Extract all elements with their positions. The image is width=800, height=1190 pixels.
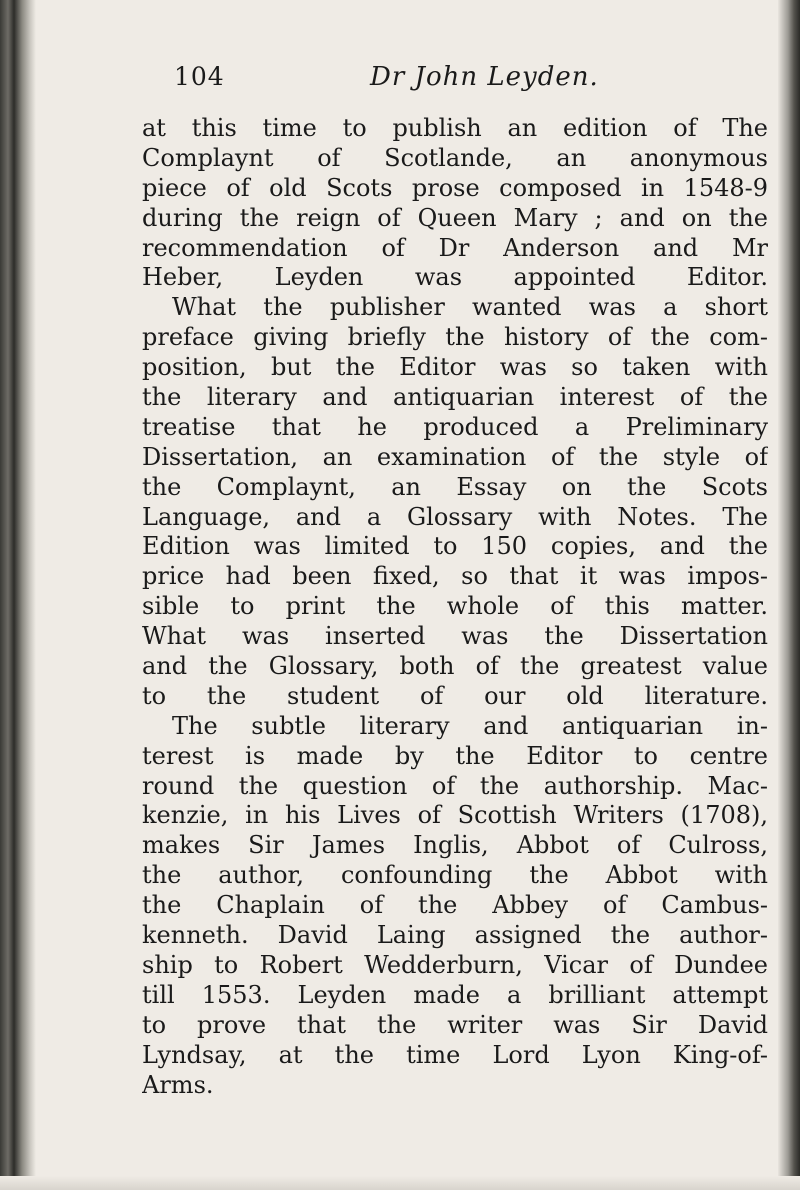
text-line-content: round the question of the authorship. Mac- xyxy=(142,771,768,800)
text-line-content: at this time to publish an edition of The xyxy=(142,114,768,142)
scan-gutter-left xyxy=(0,0,36,1190)
text-line xyxy=(142,383,768,413)
text-line xyxy=(142,353,768,383)
text-line-content: till 1553. Leyden made a brilliant attempt xyxy=(142,980,768,1009)
text-line-content: the literary and antiquarian interest of the xyxy=(142,383,768,412)
body-text xyxy=(142,114,768,1100)
page-header xyxy=(174,62,734,98)
text-line-content: What the publisher wanted was a short xyxy=(172,293,768,322)
text-line xyxy=(142,323,768,353)
text-line xyxy=(142,562,768,592)
text-line-content: piece of old Scots prose composed in 1548-9 xyxy=(142,173,768,202)
text-line xyxy=(142,831,768,861)
text-line xyxy=(142,861,768,891)
text-line-content: The subtle literary and antiquarian in- xyxy=(172,711,768,740)
text-line-content: makes Sir James Inglis, Abbot of Culross, xyxy=(142,831,768,860)
text-line xyxy=(142,801,768,831)
text-line-content: What was inserted was the Dissertation xyxy=(142,622,768,651)
text-line-content: during the reign of Queen Mary ; and on the xyxy=(142,203,768,232)
text-line-content: price had been fixed, so that it was impos- xyxy=(142,562,768,591)
text-line xyxy=(142,1011,768,1041)
text-line xyxy=(142,532,768,562)
text-line-content: the author, confounding the Abbot with xyxy=(142,861,768,890)
text-line xyxy=(142,951,768,981)
page-bottom-edge xyxy=(0,1176,800,1190)
page-number: 104 xyxy=(174,62,225,91)
text-line-content: sible to print the whole of this matter. xyxy=(142,592,768,621)
text-line-content: terest is made by the Editor to centre xyxy=(142,741,768,770)
text-line xyxy=(142,114,768,144)
text-line xyxy=(142,413,768,443)
text-line-content: Heber, Leyden was appointed Editor. xyxy=(142,263,768,292)
text-line-content: recommendation of Dr Anderson and Mr xyxy=(142,233,768,262)
text-line-content: Lyndsay, at the time Lord Lyon King-of- xyxy=(142,1040,768,1069)
text-line xyxy=(142,234,768,264)
text-line-content: the Chaplain of the Abbey of Cambus- xyxy=(142,891,768,920)
text-line xyxy=(142,174,768,204)
text-line-content: ship to Robert Wedderburn, Vicar of Dundee xyxy=(142,950,768,979)
text-line-content: kenneth. David Laing assigned the author- xyxy=(142,921,768,950)
text-line xyxy=(142,772,768,802)
text-line xyxy=(142,622,768,652)
text-line xyxy=(142,652,768,682)
text-line-content: treatise that he produced a Preliminary xyxy=(142,412,768,441)
text-line-content: Edition was limited to 150 copies, and the xyxy=(142,532,768,561)
scan-gutter-right xyxy=(778,0,800,1190)
text-line-content: Arms. xyxy=(142,1070,214,1099)
text-line xyxy=(142,144,768,174)
text-line xyxy=(142,1041,768,1071)
text-line xyxy=(142,712,768,742)
text-line xyxy=(142,682,768,712)
text-line xyxy=(142,592,768,622)
text-line xyxy=(142,981,768,1011)
text-line-content: Complaynt of Scotlande, an anonymous xyxy=(142,143,768,172)
text-line-content: position, but the Editor was so taken with xyxy=(142,353,768,382)
running-title: Dr John Leyden. xyxy=(370,62,599,92)
text-line-content: to prove that the writer was Sir David xyxy=(142,1010,768,1039)
text-line-content: Language, and a Glossary with Notes. The xyxy=(142,502,768,531)
text-line-content: to the student of our old literature. xyxy=(142,681,768,710)
text-line xyxy=(142,204,768,234)
text-line-content: preface giving briefly the history of the com- xyxy=(142,323,768,352)
text-line-content: kenzie, in his Lives of Scottish Writers (1708), xyxy=(142,801,768,830)
text-line-content: Dissertation, an examination of the style of xyxy=(142,442,768,471)
text-line xyxy=(142,293,768,323)
text-line xyxy=(142,503,768,533)
text-line xyxy=(142,263,768,293)
text-line xyxy=(142,1071,768,1101)
text-line xyxy=(142,473,768,503)
text-line xyxy=(142,891,768,921)
text-line-content: and the Glossary, both of the greatest value xyxy=(142,652,768,681)
text-line xyxy=(142,921,768,951)
text-line xyxy=(142,742,768,772)
text-line-content: the Complaynt, an Essay on the Scots xyxy=(142,472,768,501)
text-line xyxy=(142,443,768,473)
